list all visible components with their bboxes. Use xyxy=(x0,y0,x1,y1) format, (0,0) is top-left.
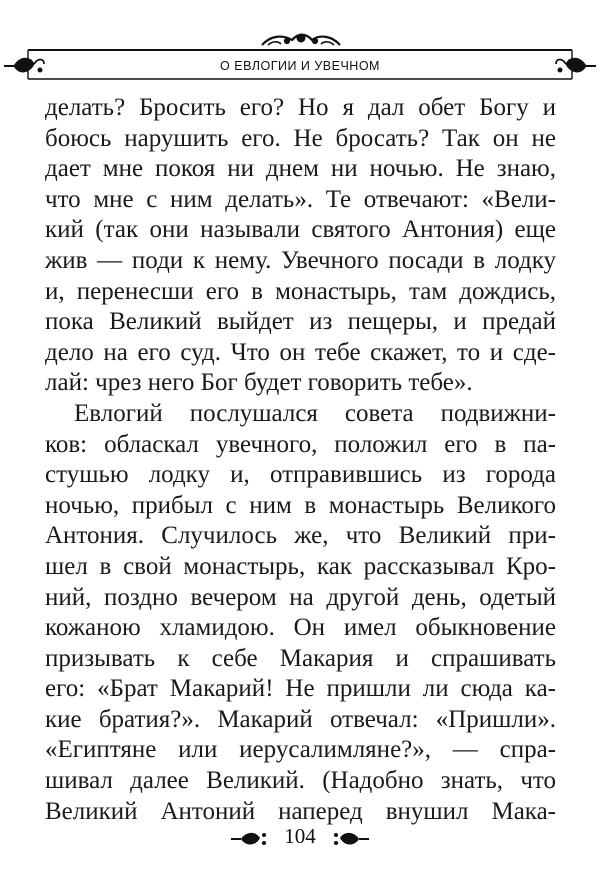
text-line: его: «Брат Макарий! Не пришли ли сюда ка- xyxy=(45,675,556,703)
text-line: Великий Антоний наперед внушил Мака- xyxy=(45,797,556,825)
text-line: боюсь нарушить его. Не бросать? Так он не xyxy=(45,124,556,152)
floral-scroll-icon xyxy=(262,34,340,45)
header-rule xyxy=(0,0,600,90)
text-line: делать? Бросить его? Но я дал обет Богу и xyxy=(45,94,556,121)
text-line: дело на его суд. Что он тебе скажет, то и сде- xyxy=(45,338,556,366)
text-line: ний, поздно вечером на другой день, одетый xyxy=(45,583,556,611)
text-line: что мне с ним делать». Те отвечают: «Вели- xyxy=(45,185,556,213)
text-line: шивал далее Великий. (Надобно знать, что xyxy=(45,767,556,795)
page-number: 104 xyxy=(284,824,316,848)
text-line: лай: чрез него Бог будет говорить тебе». xyxy=(45,369,473,397)
text-line: стушью лодку и, отправившись из города xyxy=(45,461,556,489)
text-line: кие братия?». Макарий отвечал: «Пришли». xyxy=(45,705,556,733)
text-line: кий (так они называли святого Антония) еще xyxy=(45,216,556,244)
body-text xyxy=(45,93,556,827)
text-line: дает мне покоя ни днем ни ночью. Не знаю, xyxy=(45,155,556,183)
text-line: пока Великий выйдет из пещеры, и предай xyxy=(45,308,556,336)
text-line: и, перенесши его в монастырь, там дождись, xyxy=(45,277,556,305)
text-line: призывать к себе Макария и спрашивать xyxy=(45,644,556,672)
text-line: ков: обласкал увечного, положил его в па- xyxy=(45,430,556,458)
text-line: ночью, прибыл с ним в монастырь Великого xyxy=(45,491,556,519)
text-line: кожаною хламидою. Он имел обыкновение xyxy=(45,614,556,642)
page-footer xyxy=(0,816,600,860)
paragraph-first-line: Евлогий послушался совета подвижни- xyxy=(74,399,556,427)
running-title: О ЕВЛОГИИ И УВЕЧНОМ xyxy=(220,59,380,73)
text-line: жив — поди к нему. Увечного посади в лодку xyxy=(45,246,556,274)
fleuron-icon xyxy=(331,830,371,848)
text-line: шел в свой монастырь, как рассказывал Кро- xyxy=(45,552,556,580)
running-header xyxy=(0,0,600,90)
text-line: «Египтяне или иерусалимляне?», — спра- xyxy=(45,736,556,764)
text-line: Антония. Случилось же, что Великий при- xyxy=(45,522,556,550)
